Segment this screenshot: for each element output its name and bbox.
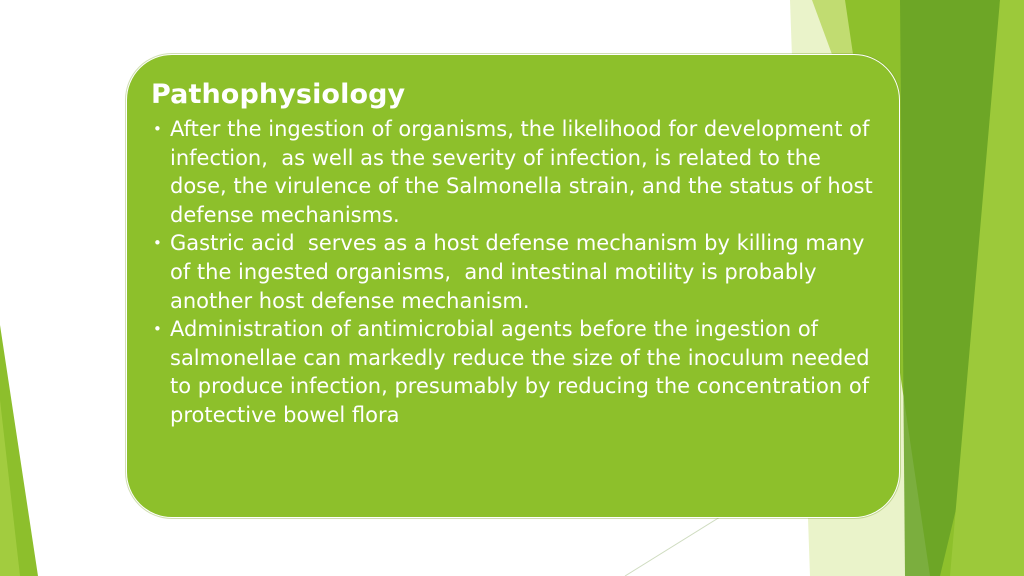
bullet-item (151, 229, 879, 315)
bullet-text: Administration of antimicrobial agents before the ingestion of salmonellae can markedly reduce the size of the inoculum needed to produce infection, presumably by reducing the concentration of protective bowel flora (170, 317, 877, 427)
bullet-item (151, 115, 879, 229)
bullet-icon: • (153, 120, 162, 138)
bullet-icon: • (153, 234, 162, 253)
content-card (126, 54, 900, 518)
bullet-item (151, 315, 879, 429)
bullet-text: Gastric acid serves as a host defense mechanism by killing many of the ingested organisms, and intestinal motility is probably another host defense mechanism. (170, 231, 872, 313)
bullet-icon: • (153, 320, 162, 339)
slide-title: Pathophysiology (151, 79, 406, 110)
bullet-text: After the ingestion of organisms, the likelihood for development of infection, as well as the severity of infection, is related to the dose, the virulence of the Salmonella strain, and the status of host defense mechanisms. (170, 117, 880, 227)
bullet-list (151, 115, 879, 430)
